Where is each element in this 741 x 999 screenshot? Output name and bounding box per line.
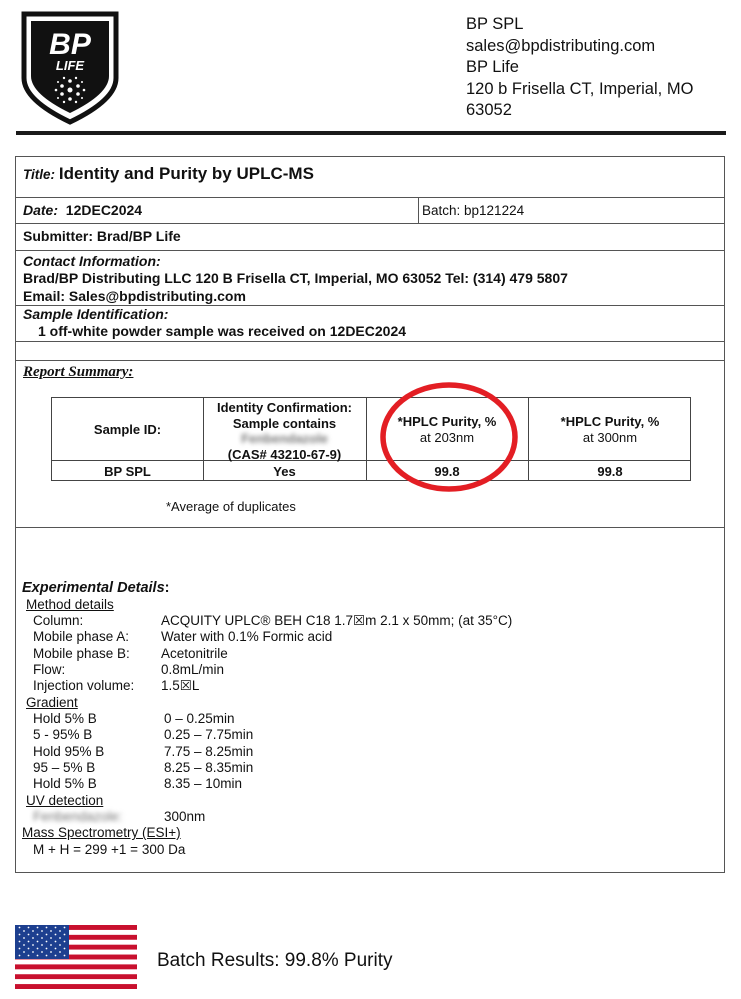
hplc300-line1: *HPLC Purity, %	[560, 414, 660, 429]
gradient-row	[33, 776, 243, 792]
flag-star	[46, 927, 48, 929]
method-row	[33, 645, 228, 662]
flag-star	[28, 941, 30, 943]
flag-star	[19, 955, 21, 957]
flag-stripe	[15, 969, 137, 974]
gradient-heading: Gradient	[26, 695, 78, 710]
flag-star	[59, 930, 61, 932]
flag-stripe	[15, 984, 137, 989]
method-row	[33, 613, 513, 629]
flag-star	[59, 951, 61, 953]
flag-star	[37, 934, 39, 936]
flag-star	[23, 937, 25, 939]
method-list	[33, 613, 513, 694]
flag-star	[23, 944, 25, 946]
gradient-label: 95 – 5% B	[33, 759, 96, 775]
method-row	[33, 678, 200, 694]
row-divider	[16, 527, 724, 528]
flag-star	[37, 927, 39, 929]
method-heading: Method details	[26, 597, 114, 612]
gradient-row	[33, 759, 254, 776]
flag-star	[64, 934, 66, 936]
flag-star	[41, 944, 43, 946]
experimental-heading: Experimental Details:	[22, 580, 170, 596]
address-line: 120 b Frisella CT, Imperial, MO	[466, 79, 694, 98]
hplc203-line1: *HPLC Purity, %	[397, 414, 497, 429]
header-identity	[203, 400, 366, 462]
cell-purity-300: 99.8	[597, 464, 623, 479]
logo-bp-text: BP	[49, 28, 91, 61]
gradient-row	[33, 711, 235, 727]
method-row	[33, 629, 333, 645]
identity-redacted-compound: Fenbendazole	[241, 431, 328, 446]
batch-number: Batch: bp121224	[422, 203, 525, 218]
header-hplc-300	[528, 414, 692, 445]
method-value: 1.5☒L	[161, 678, 200, 694]
flag-star	[37, 948, 39, 950]
flag-star	[46, 934, 48, 936]
method-value: Water with 0.1% Formic acid	[161, 629, 333, 645]
flag-star	[46, 941, 48, 943]
row-divider	[16, 197, 724, 198]
row-divider	[16, 223, 724, 224]
contact-label: Contact Information:	[23, 253, 161, 269]
flag-star	[50, 937, 52, 939]
report-date: Date: 12DEC2024	[23, 202, 143, 218]
identity-line1: Identity Confirmation:	[216, 400, 353, 415]
flag-star	[41, 930, 43, 932]
company-address	[466, 14, 693, 122]
cell-identity: Yes	[273, 464, 296, 479]
report-summary-label: Report Summary:	[23, 364, 134, 380]
header-sample-id: Sample ID:	[93, 422, 162, 437]
identity-cas: (CAS# 43210-67-9)	[227, 446, 342, 462]
method-label: Flow:	[33, 661, 66, 677]
flag-star	[19, 941, 21, 943]
highlight-circle	[377, 379, 521, 495]
flag-star	[64, 948, 66, 950]
method-row	[33, 661, 225, 678]
flag-star	[64, 927, 66, 929]
flag-star	[64, 955, 66, 957]
flag-star	[19, 927, 21, 929]
flag-star	[55, 934, 57, 936]
flag-star	[23, 951, 25, 953]
us-flag-icon	[15, 925, 137, 989]
cell-purity-203: 99.8	[434, 464, 460, 479]
contact-email: Email: Sales@bpdistributing.com	[23, 288, 246, 304]
flag-star	[55, 955, 57, 957]
gradient-label: Hold 5% B	[33, 711, 97, 726]
flag-star	[50, 944, 52, 946]
cell-sample-id: BP SPL	[104, 464, 151, 479]
flag-star	[59, 937, 61, 939]
flag-star	[37, 941, 39, 943]
bp-life-logo	[18, 8, 122, 126]
header-row-divider	[52, 460, 690, 461]
batch-results: Batch Results: 99.8% Purity	[157, 950, 393, 971]
row-divider	[16, 250, 724, 251]
row-divider	[16, 341, 724, 342]
method-label: Mobile phase B:	[33, 645, 130, 661]
flag-star	[28, 955, 30, 957]
sample-id-label: Sample Identification:	[23, 306, 169, 322]
flag-star	[46, 948, 48, 950]
logo-life-text: LIFE	[55, 58, 85, 73]
method-value: ACQUITY UPLC® BEH C18 1.7☒m 2.1 x 50mm; (at 35°C)	[161, 613, 513, 628]
address-line: BP Life	[466, 58, 519, 76]
gradient-value: 0 – 0.25min	[164, 711, 235, 726]
method-value: Acetonitrile	[161, 645, 228, 661]
identity-line2: Sample contains	[232, 415, 337, 431]
gradient-row	[33, 743, 254, 760]
ms-heading: Mass Spectrometry (ESI+)	[22, 825, 181, 840]
flag-star	[32, 944, 34, 946]
uv-redacted-compound: Fenbendazole:	[33, 809, 123, 824]
row-divider	[16, 360, 724, 361]
flag-star	[32, 951, 34, 953]
flag-star	[37, 955, 39, 957]
uv-wavelength: 300nm	[164, 809, 206, 824]
flag-star	[55, 927, 57, 929]
method-value: 0.8mL/min	[161, 661, 225, 677]
header-divider	[16, 131, 726, 135]
gradient-label: 5 - 95% B	[33, 727, 93, 743]
flag-stripe	[15, 974, 137, 979]
flag-star	[28, 934, 30, 936]
flag-star	[32, 937, 34, 939]
flag-star	[46, 955, 48, 957]
method-label: Mobile phase A:	[33, 629, 130, 645]
gradient-label: Hold 95% B	[33, 743, 105, 759]
hplc300-line2: at 300nm	[582, 429, 638, 445]
flag-star	[64, 941, 66, 943]
flag-star	[55, 948, 57, 950]
method-section	[26, 597, 114, 613]
gradient-list	[33, 711, 254, 792]
flag-star	[28, 927, 30, 929]
flag-star	[55, 941, 57, 943]
gradient-value: 0.25 – 7.75min	[164, 727, 254, 743]
flag-star	[41, 951, 43, 953]
submitter: Submitter: Brad/BP Life	[23, 228, 181, 244]
experimental-details	[22, 580, 170, 596]
flag-star	[50, 930, 52, 932]
report-frame	[15, 156, 725, 873]
report-title: Title: Identity and Purity by UPLC-MS	[23, 164, 314, 183]
flag-star	[23, 930, 25, 932]
flag-star	[19, 934, 21, 936]
summary-table	[51, 397, 691, 481]
sample-id-text: 1 off-white powder sample was received on 12DEC2024	[38, 323, 407, 339]
flag-stripe	[15, 979, 137, 984]
flag-star	[28, 948, 30, 950]
flag-star	[19, 948, 21, 950]
gradient-row	[33, 727, 254, 743]
flag-star	[50, 951, 52, 953]
contact-line: Brad/BP Distributing LLC 120 B Frisella CT, Imperial, MO 63052 Tel: (314) 479 5807	[23, 270, 568, 286]
gradient-label: Hold 5% B	[33, 776, 97, 792]
col-divider	[418, 197, 419, 224]
address-line: 63052	[466, 101, 512, 119]
address-email: sales@bpdistributing.com	[466, 36, 656, 55]
flag-star	[32, 930, 34, 932]
gradient-value: 8.25 – 8.35min	[164, 759, 254, 775]
uv-heading: UV detection	[26, 793, 104, 808]
gradient-value: 7.75 – 8.25min	[164, 743, 254, 759]
footnote: *Average of duplicates	[166, 499, 296, 514]
gradient-value: 8.35 – 10min	[164, 776, 243, 792]
method-label: Column:	[33, 613, 84, 628]
flag-stripe	[15, 959, 137, 964]
flag-star	[59, 944, 61, 946]
hplc203-line2: at 203nm	[419, 429, 475, 445]
address-line: BP SPL	[466, 15, 524, 33]
ms-value: M + H = 299 +1 = 300 Da	[33, 842, 186, 857]
method-label: Injection volume:	[33, 678, 135, 694]
flag-star	[41, 937, 43, 939]
flag-stripe	[15, 964, 137, 969]
